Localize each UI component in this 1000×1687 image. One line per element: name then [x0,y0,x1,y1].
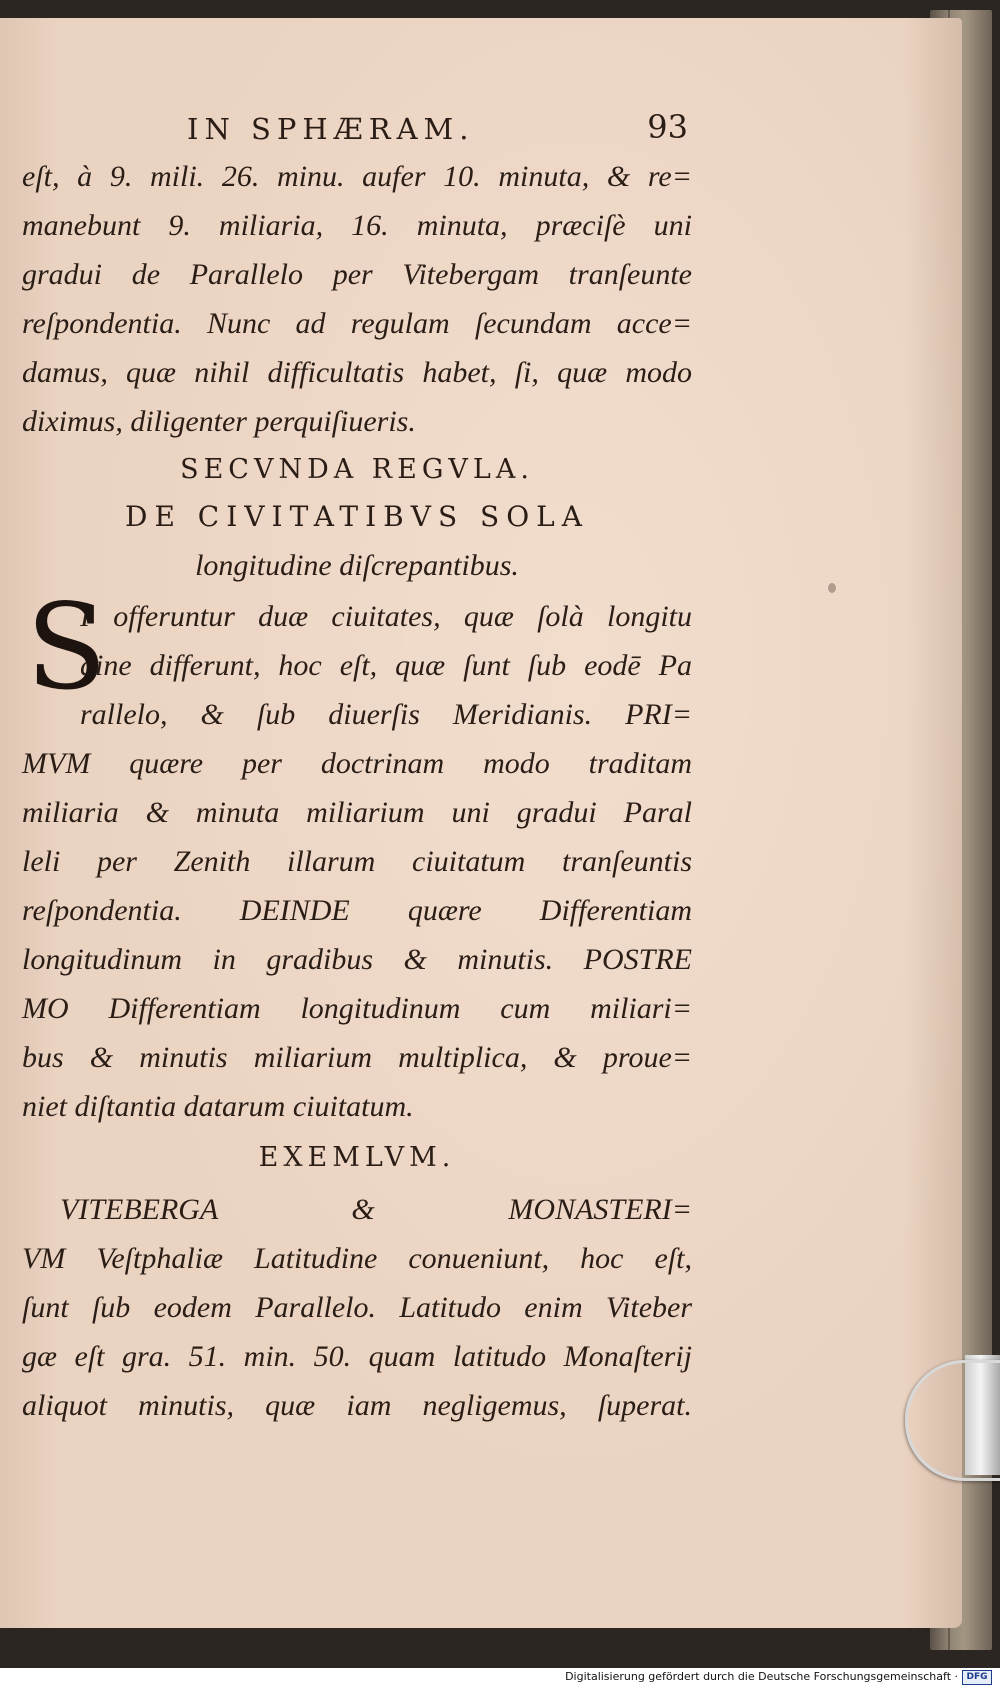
text-line: rallelo, & ſub diuerſis Meridianis. PRI= [80,698,692,731]
page-text [22,108,692,1430]
example-paragraph [22,1185,692,1430]
text-line: MVM quære per doctrinam modo traditam [22,747,692,780]
footer-bar [0,1668,1000,1687]
text-line: I offeruntur duæ ciuitates, quæ ſolà longitu [80,600,692,633]
text-line: manebunt 9. miliaria, 16. minuta, præciſè uni [22,209,692,242]
text-line: dine differunt, hoc eſt, quæ ſunt ſub eodē Pa [80,649,692,682]
intro-paragraph [22,152,692,446]
section-heading: SECVNDA REGVLA. [180,454,534,485]
text-line: gradui de Parallelo per Vitebergam tranſeunte [22,258,692,291]
text-line: VM Veſtphaliæ Latitudine conueniunt, hoc eſt, [22,1242,692,1275]
rule-paragraph [22,578,692,1131]
running-title: IN SPHÆRAM. [187,112,475,146]
section-subject: DE CIVITATIBVS SOLA [125,500,589,533]
text-line: eſt, à 9. mili. 26. minu. aufer 10. minuta, & re= [22,160,692,193]
text-line: aliquot minutis, quæ iam negligemus, ſuperat. [22,1389,692,1422]
text-line: diximus, diligenter perquiſiueris. [22,405,416,438]
text-line: gæ eſt gra. 51. min. 50. quam latitudo Monaſterij [22,1340,692,1373]
text-line: longitudinum in gradibus & minutis. POSTRE [22,943,692,976]
text-line: VITEBERGA & MONASTERI= [60,1193,692,1226]
funding-credit: Digitalisierung gefördert durch die Deutsche Forschungsgemeinschaft · [565,1670,958,1683]
text-line: leli per Zenith illarum ciuitatum tranſeuntis [22,845,692,878]
text-line: bus & minutis miliarium multiplica, & proue= [22,1041,692,1074]
text-line: MO Differentiam longitudinum cum miliari= [22,992,692,1025]
drop-initial: S [26,578,107,716]
dfg-logo-icon: DFG [962,1670,992,1685]
paper-speck [828,583,836,593]
text-line: ſunt ſub eodem Parallelo. Latitudo enim Viteber [22,1291,692,1324]
section-subtitle: longitudine diſcrepantibus. [195,549,519,582]
text-line: miliaria & minuta miliarium uni gradui Paral [22,796,692,829]
running-head [22,108,692,152]
text-line: reſpondentia. DEINDE quære Differentiam [22,894,692,927]
text-line: damus, quæ nihil difficultatis habet, ſi, quæ modo [22,356,692,389]
text-line: reſpondentia. Nunc ad regulam ſecundam acce= [22,307,692,340]
text-line: niet diſtantia datarum ciuitatum. [22,1090,414,1123]
page-number: 93 [647,108,688,146]
example-heading: EXEMLVM. [258,1142,456,1173]
